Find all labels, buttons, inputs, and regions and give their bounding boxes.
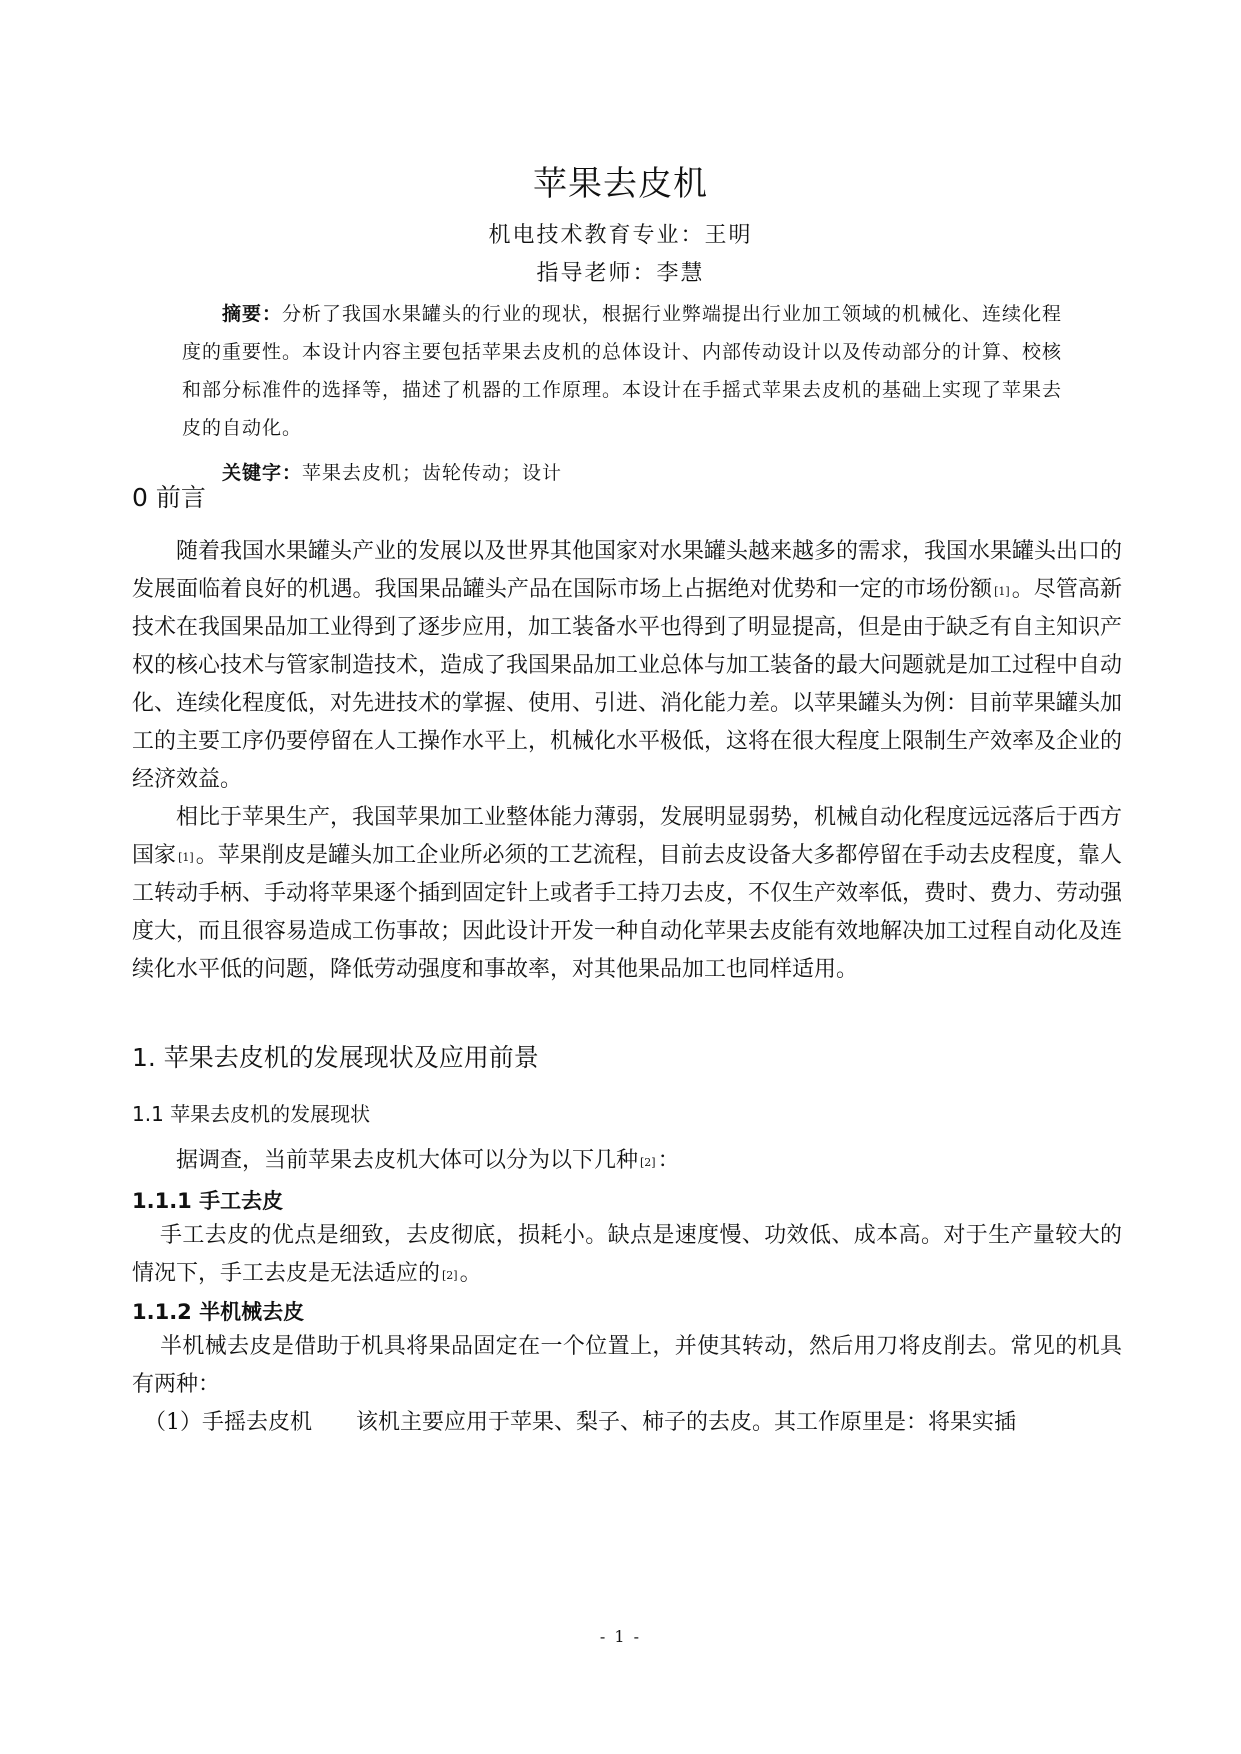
- paragraph: [132, 533, 1122, 799]
- citation: [1]: [178, 851, 194, 864]
- section-0-heading: 0 前言: [132, 483, 206, 512]
- paragraph-text: 相比于苹果生产，我国苹果加工业整体能力薄弱，发展明显弱势，机械自动化程度远远落后于西方国家: [132, 805, 1123, 868]
- keywords-text: 苹果去皮机；齿轮传动；设计: [302, 462, 563, 484]
- paragraph: [132, 799, 1122, 989]
- keywords-label: 关键字：: [222, 462, 303, 484]
- advisor-line: 指导老师：李慧: [536, 261, 705, 286]
- list-item: （1）手摇去皮机 该机主要应用于苹果、梨子、柿子的去皮。其工作原里是：将果实插: [144, 1410, 1017, 1435]
- section-0-body: [132, 533, 1122, 989]
- paragraph-text: 随着我国水果罐头产业的发展以及世界其他国家对水果罐头越来越多的需求，我国水果罐头出口的发展面临着良好的机遇。我国果品罐头产品在国际市场上占据绝对优势和一定的市场份额: [132, 539, 1123, 602]
- paragraph-text: 。苹果削皮是罐头加工企业所必须的工艺流程，目前去皮设备大多都停留在手动去皮程度，靠人工转动手柄、手动将苹果逐个插到固定针上或者手工持刀去皮，不仅生产效率低，费时、费力、劳动强度大，而且很容易造成工伤事故；因此设计开发一种自动化苹果去皮能有效地解决加工过程自动化及连续化水平低的问题，降低劳动强度和事故率，对其他果品加工也同样适用。: [132, 843, 1123, 982]
- section-1-1-1-body: [132, 1217, 1122, 1293]
- section-1-1-heading: 1.1 苹果去皮机的发展现状: [132, 1102, 371, 1126]
- paragraph-text: ：: [657, 1148, 680, 1173]
- section-1-1-body: [132, 1142, 1122, 1180]
- paragraph-text: 。: [459, 1261, 482, 1286]
- paragraph-text: 据调查，当前苹果去皮机大体可以分为以下几种: [176, 1148, 639, 1173]
- keywords: [222, 458, 562, 485]
- citation: [2]: [442, 1269, 458, 1282]
- paragraph: [132, 1142, 1122, 1180]
- section-1-1-2-body: [132, 1328, 1122, 1442]
- page-number: - 1 -: [599, 1627, 642, 1646]
- paragraph: [132, 1217, 1122, 1293]
- section-1-1-1-heading: 1.1.1 手工去皮: [132, 1189, 284, 1213]
- paragraph-text: 手工去皮的优点是细致，去皮彻底，损耗小。缺点是速度慢、功效低、成本高。对于生产量较大的情况下，手工去皮是无法适应的: [132, 1223, 1122, 1286]
- abstract-label: 摘要：: [222, 303, 283, 325]
- citation: [1]: [994, 585, 1010, 598]
- abstract: [182, 295, 1077, 447]
- author-line: 机电技术教育专业：王明: [488, 223, 753, 248]
- paragraph: 半机械去皮是借助于机具将果品固定在一个位置上，并使其转动，然后用刀将皮削去。常见的机具有两种：: [132, 1334, 1122, 1397]
- paragraph-text: 。尽管高新技术在我国果品加工业得到了逐步应用，加工装备水平也得到了明显提高，但是由于缺乏有自主知识产权的核心技术与管家制造技术，造成了我国果品加工业总体与加工装备的最大问题就是加工过程中自动化、连续化程度低，对先进技术的掌握、使用、引进、消化能力差。以苹果罐头为例：目前苹果罐头加工的主要工序仍要停留在人工操作水平上，机械化水平极低，这将在很大程度上限制生产效率及企业的经济效益。: [132, 577, 1123, 792]
- abstract-text: 分析了我国水果罐头的行业的现状，根据行业弊端提出行业加工领域的机械化、连续化程度的重要性。本设计内容主要包括苹果去皮机的总体设计、内部传动设计以及传动部分的计算、校核和部分标准件的选择等，描述了机器的工作原理。本设计在手摇式苹果去皮机的基础上实现了苹果去皮的自动化。: [182, 303, 1063, 439]
- citation: [2]: [640, 1156, 656, 1169]
- paper-title: 苹果去皮机: [533, 164, 708, 204]
- section-1-1-2-heading: 1.1.2 半机械去皮: [132, 1300, 305, 1324]
- section-1-heading: 1. 苹果去皮机的发展现状及应用前景: [132, 1043, 539, 1072]
